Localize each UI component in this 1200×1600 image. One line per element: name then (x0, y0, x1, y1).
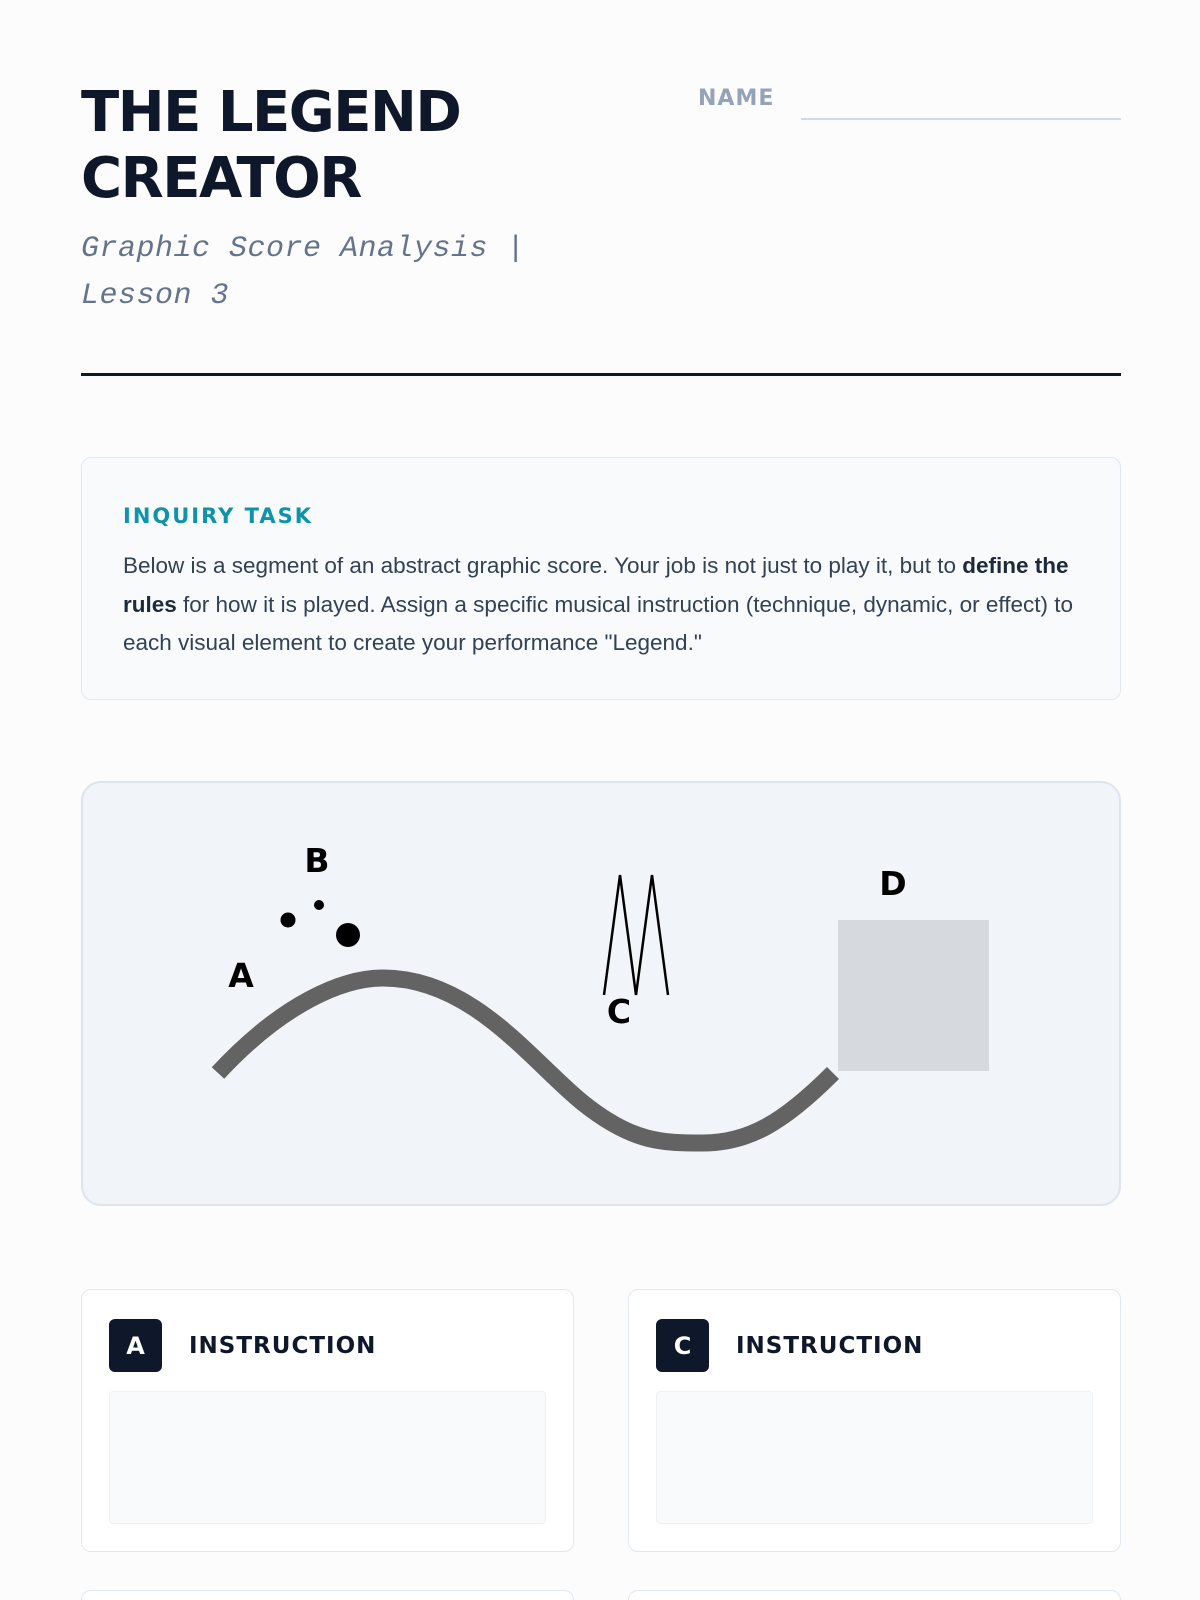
score-label-c: C (606, 992, 632, 1031)
card-letter-badge: C (656, 1319, 709, 1372)
score-label-a: A (228, 956, 254, 995)
inquiry-text (123, 547, 1080, 663)
score-dot-b-3 (336, 923, 360, 947)
page-title: THE LEGEND CREATOR (81, 80, 461, 211)
card-label: INSTRUCTION (736, 1333, 924, 1359)
instruction-card-next-left (81, 1590, 574, 1600)
score-zigzag-c (604, 875, 668, 995)
score-block-d (838, 920, 989, 1071)
inquiry-text-emphasis: define the rules (123, 553, 1069, 617)
page-subtitle: Graphic Score Analysis | Lesson 3 (81, 232, 526, 313)
name-label: NAME (698, 86, 775, 111)
graphic-score-drawing (83, 783, 1121, 1206)
card-letter-badge: A (109, 1319, 162, 1372)
instruction-card-next-right (628, 1590, 1121, 1600)
card-label: INSTRUCTION (189, 1333, 377, 1359)
score-curve-a (218, 978, 833, 1143)
instruction-input-a[interactable] (109, 1391, 546, 1524)
instruction-card-c (628, 1289, 1121, 1552)
score-dot-b-1 (281, 913, 296, 928)
graphic-score (81, 781, 1121, 1206)
score-dot-b-2 (314, 900, 324, 910)
score-label-b: B (304, 841, 330, 880)
inquiry-heading: INQUIRY TASK (123, 504, 313, 528)
instruction-card-a (81, 1289, 574, 1552)
inquiry-task-box (81, 457, 1121, 700)
header-divider (81, 373, 1121, 376)
name-field[interactable] (801, 118, 1121, 120)
instruction-input-c[interactable] (656, 1391, 1093, 1524)
score-label-d: D (879, 864, 907, 903)
inquiry-text-end: for how it is played. Assign a specific musical instruction (technique, dynamic, or effect) to each visual element to create your performance "Legend." (123, 591, 1074, 655)
inquiry-text-start: Below is a segment of an abstract graphic score. Your job is not just to play it, but to (123, 553, 963, 578)
